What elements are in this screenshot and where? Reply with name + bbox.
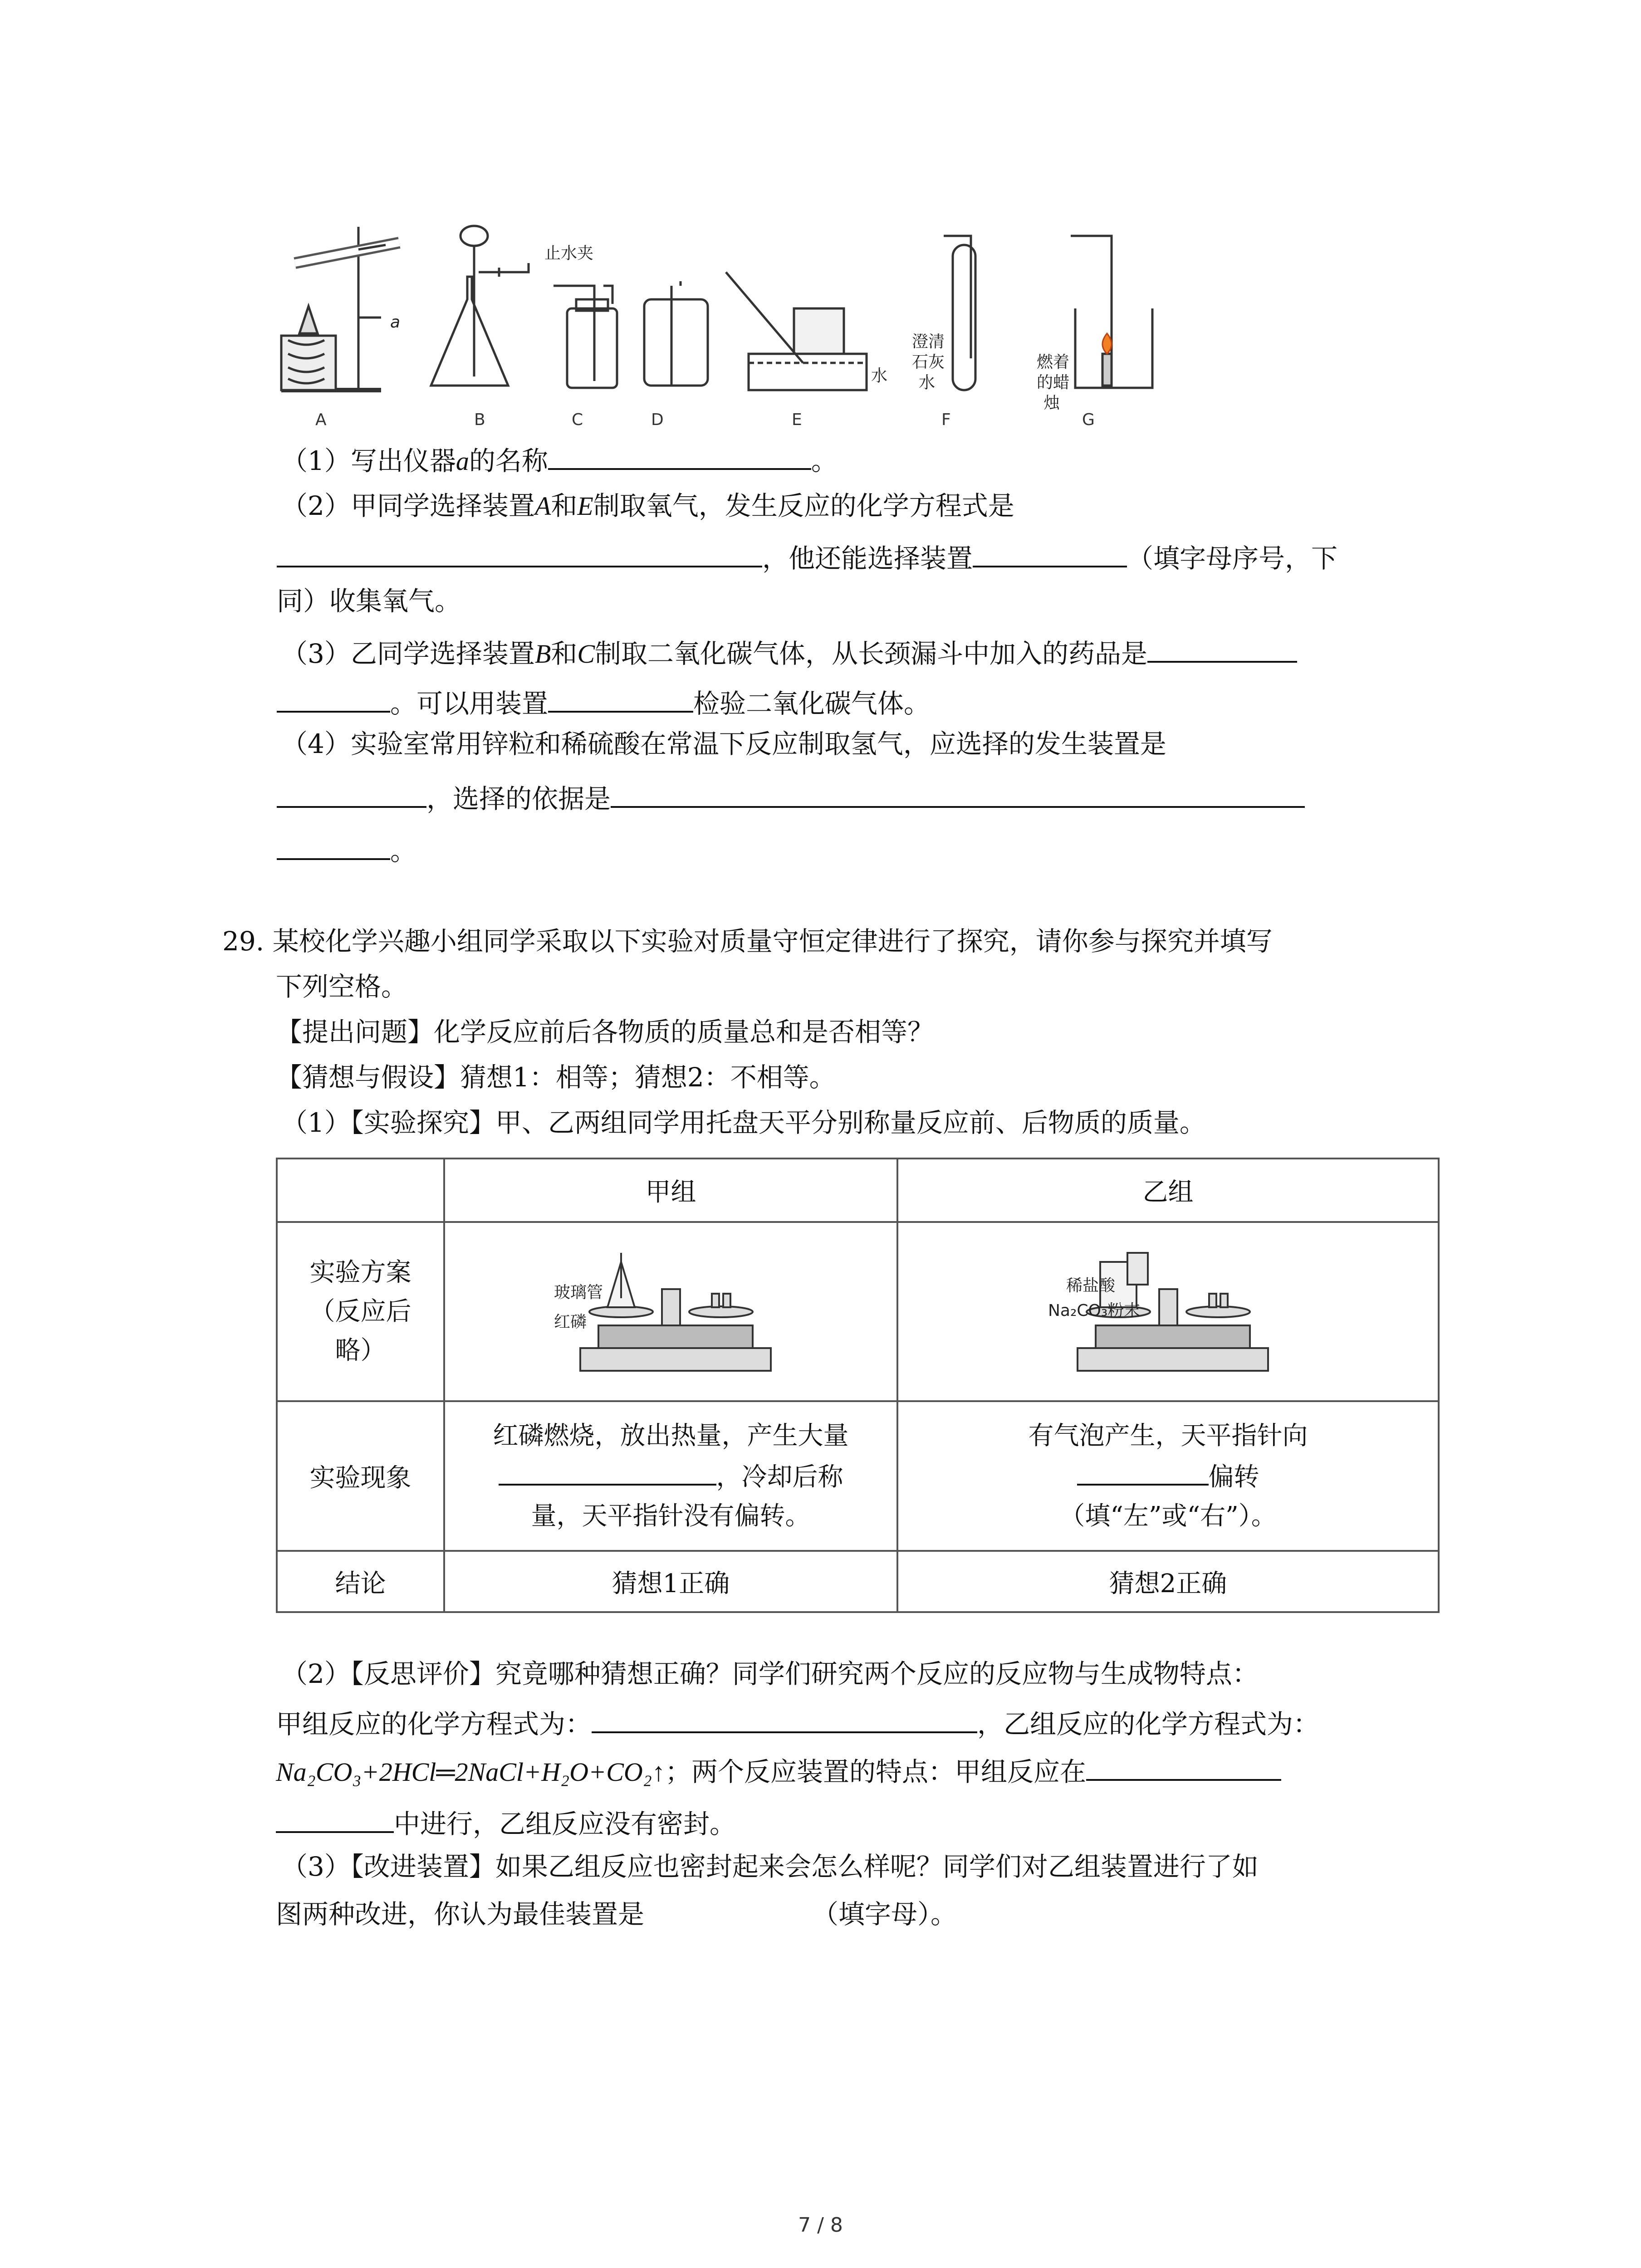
label-dilute-hcl: 稀盐酸 <box>1066 1276 1116 1295</box>
apparatus-label-f: F <box>941 411 951 429</box>
q29-step3-line2 <box>276 1896 957 1932</box>
q28-part3-prefix: （3）乙同学选择装置 <box>281 638 535 669</box>
q28-part3-and: 和 <box>551 638 578 669</box>
label-glass-tube: 玻璃管 <box>554 1283 603 1302</box>
apparatus-label-e: E <box>792 411 802 429</box>
table-conclusion-a: 猜想1正确 <box>444 1551 897 1612</box>
q29-step2-line2 <box>276 1703 1319 1742</box>
q28-part3-suffix: 制取二氧化碳气体，从长颈漏斗中加入的药品是 <box>595 638 1148 669</box>
q29-problem <box>276 1014 934 1050</box>
q28-part1-end: 。 <box>811 445 838 476</box>
q28-part2-mid: ，他还能选择装置 <box>762 543 973 574</box>
table-row-conclusion <box>277 1551 1439 1612</box>
table-plan-label: 实验方案 （反应后 略） <box>277 1222 444 1401</box>
label-red-phosphorus: 红磷 <box>554 1313 587 1331</box>
q29-number: 29. <box>222 926 265 957</box>
q29-step2-line3 <box>276 1751 1281 1790</box>
q28-part3-end: 检验二氧化碳气体。 <box>693 688 931 719</box>
answer-blank-funnel-reagent-1[interactable] <box>1147 633 1297 663</box>
q28-part2-suffix: 制取氧气，发生反应的化学方程式是 <box>593 490 1014 521</box>
q28-part2-a: A <box>534 491 551 521</box>
q29-intro-text2: 下列空格。 <box>276 971 408 1002</box>
apparatus-label-a: A <box>315 411 327 429</box>
q28-part2-line3 <box>277 583 461 619</box>
label-candle-3: 烛 <box>1043 394 1060 412</box>
answer-blank-reason-2[interactable] <box>277 830 390 860</box>
answer-blank-pointer-direction[interactable] <box>1077 1456 1209 1486</box>
table-observation-a: 红磷燃烧，放出热量，产生大量 ，冷却后称 量，天平指针没有偏转。 <box>444 1401 897 1551</box>
q28-part1-var: a <box>456 446 469 476</box>
q29-hypothesis-text: 【猜想与假设】猜想1：相等；猜想2：不相等。 <box>276 1062 836 1093</box>
q28-part2-line2 <box>277 538 1337 577</box>
apparatus-label-d: D <box>651 411 664 429</box>
q28-part4-mid: ，选择的依据是 <box>426 783 611 814</box>
q28-part2-prefix: （2）甲同学选择装置 <box>281 490 535 521</box>
table-row-observation <box>277 1401 1439 1551</box>
q28-part1-suffix: 的名称 <box>469 445 548 476</box>
q29-step1-text: （1）【实验探究】甲、乙两组同学用托盘天平分别称量反应前、后物质的质量。 <box>281 1107 1206 1138</box>
q28-part2-line1 <box>281 488 1014 524</box>
q28-part2-tail: （填字母序号，下 <box>1127 543 1338 574</box>
q28-part3-line1 <box>281 633 1297 672</box>
answer-blank-group-a-equation[interactable] <box>592 1703 977 1733</box>
q28-part3-line2 <box>277 683 930 722</box>
q28-part4-line2 <box>277 778 1305 817</box>
label-limewater-2: 石灰 <box>912 353 945 371</box>
experiment-table <box>276 1158 1440 1613</box>
label-clamp: 止水夹 <box>544 244 594 263</box>
answer-blank-funnel-reagent-2[interactable] <box>277 683 390 713</box>
q28-part3-mid: 。可以用装置 <box>390 688 549 719</box>
page-number: 7 / 8 <box>798 2214 843 2237</box>
table-conclusion-b: 猜想2正确 <box>897 1551 1439 1612</box>
q28-part4-end: 。 <box>390 836 417 866</box>
answer-blank-sealed-container-1[interactable] <box>1086 1751 1281 1781</box>
apparatus-label-c: C <box>572 411 583 429</box>
table-plan-image-a <box>444 1222 897 1401</box>
q28-part2-and: 和 <box>551 490 578 521</box>
label-instrument-a: a <box>390 313 401 332</box>
table-header-group-b: 乙组 <box>897 1158 1439 1222</box>
label-water: 水 <box>871 367 888 385</box>
table-header-row <box>277 1158 1439 1222</box>
label-na2co3-powder: Na₂CO₃粉末 <box>1048 1301 1141 1320</box>
q29-step3-text1: （3）【改进装置】如果乙组反应也密封起来会怎么样呢？同学们对乙组装置进行了如 <box>281 1851 1259 1882</box>
answer-blank-test-device[interactable] <box>548 683 693 713</box>
q29-equation: Na₂CO₃+2HCl═2NaCl+H₂O+CO₂↑ <box>276 1757 665 1787</box>
q28-part2-e: E <box>577 491 593 521</box>
q29-step3-line1 <box>281 1848 1259 1885</box>
table-header-group-a: 甲组 <box>444 1158 897 1222</box>
q28-part1 <box>281 440 838 479</box>
q29-step2-text4: 中进行，乙组反应没有密封。 <box>394 1809 736 1839</box>
q29-step2-text3b: ；两个反应装置的特点：甲组反应在 <box>665 1756 1086 1787</box>
q29-step2-line1 <box>281 1656 1259 1692</box>
q29-intro-line2 <box>276 968 407 1005</box>
q29-step2-text1: （2）【反思评价】究竟哪种猜想正确？同学们研究两个反应的反应物与生成物特点： <box>281 1658 1259 1689</box>
label-limewater-1: 澄清 <box>912 332 945 351</box>
q28-part4-line1 <box>281 726 1166 762</box>
q29-hypothesis <box>276 1059 836 1095</box>
q29-step3-text2a: 图两种改进，你认为最佳装置是 <box>276 1899 645 1930</box>
apparatus-label-b: B <box>474 411 485 429</box>
table-plan-image-b <box>897 1222 1439 1401</box>
answer-blank-reason-1[interactable] <box>611 778 1305 808</box>
label-candle-1: 燃着 <box>1037 353 1070 371</box>
label-candle-2: 的蜡 <box>1037 373 1070 392</box>
q28-part3-b: B <box>534 639 551 669</box>
q29-step2-text2a: 甲组反应的化学方程式为： <box>276 1709 592 1740</box>
answer-blank-sealed-container-2[interactable] <box>276 1803 394 1833</box>
answer-blank-instrument-a[interactable] <box>548 440 811 470</box>
q28-part1-prefix: （1）写出仪器 <box>281 445 456 476</box>
q29-step2-line4 <box>276 1803 736 1842</box>
apparatus-label-g: G <box>1082 411 1095 429</box>
q29-step3-text2b: （填字母）。 <box>812 1899 957 1930</box>
q29-intro-text1: 某校化学兴趣小组同学采取以下实验对质量守恒定律进行了探究，请你参与探究并填写 <box>272 926 1273 957</box>
q29-problem-text: 【提出问题】化学反应前后各物质的质量总和是否相等？ <box>276 1017 934 1047</box>
table-observation-b: 有气泡产生，天平指针向 偏转 （填“左”或“右”）。 <box>897 1401 1439 1551</box>
q29-step1 <box>281 1105 1206 1141</box>
q28-part3-c: C <box>577 639 595 669</box>
table-row-plan <box>277 1222 1439 1401</box>
answer-blank-collect-device[interactable] <box>973 538 1127 567</box>
label-limewater-3: 水 <box>919 373 936 392</box>
answer-blank-oxygen-equation[interactable] <box>277 538 762 567</box>
answer-blank-hydrogen-device[interactable] <box>277 778 426 808</box>
q29-step2-text2b: ，乙组反应的化学方程式为： <box>977 1709 1320 1740</box>
q28-part2-line3-text: 同）收集氧气。 <box>277 586 461 616</box>
q29-intro-line1 <box>222 923 1273 959</box>
table-conclusion-label: 结论 <box>277 1551 444 1612</box>
table-corner-cell <box>277 1158 444 1222</box>
q28-part4-line3 <box>277 830 416 869</box>
answer-blank-phosphorus-product[interactable] <box>499 1456 716 1486</box>
table-observation-label: 实验现象 <box>277 1401 444 1551</box>
q28-part4-line1-text: （4）实验室常用锌粒和稀硫酸在常温下反应制取氢气，应选择的发生装置是 <box>281 728 1166 759</box>
